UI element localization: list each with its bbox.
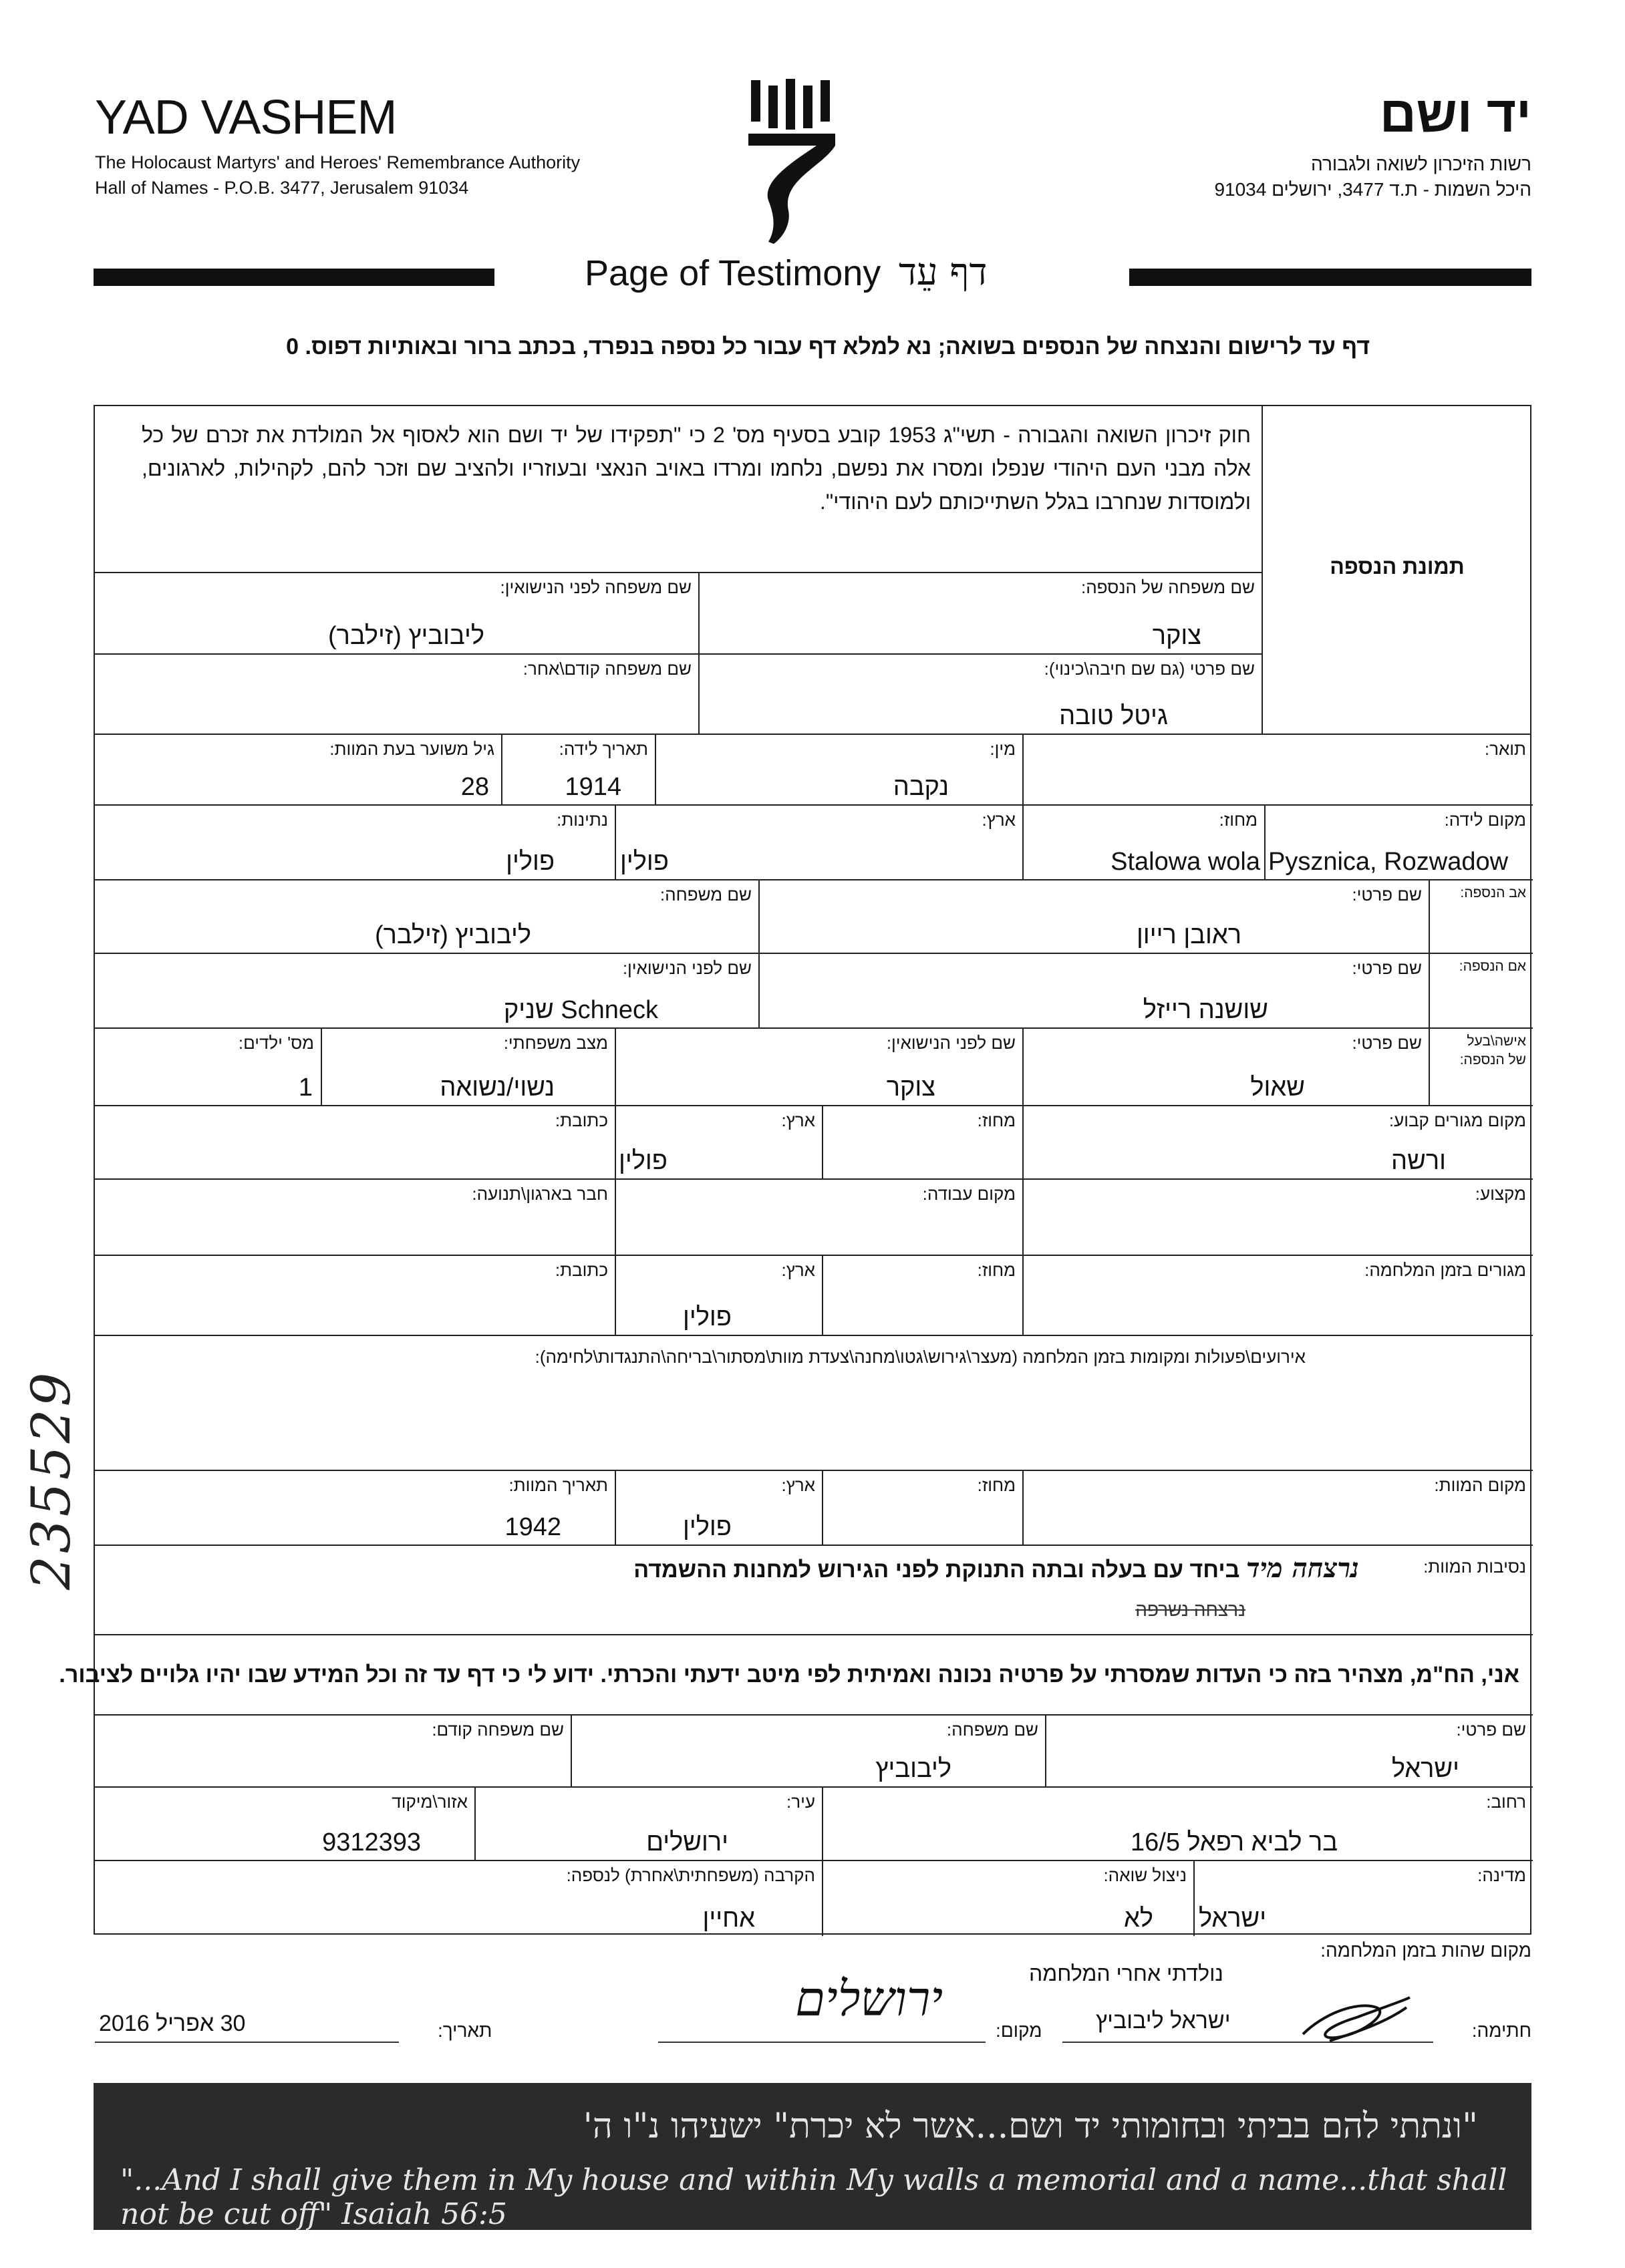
instructions-text: דף עד לרישום והנצחה של הנספים בשואה; נא למלא דף עבור כל נספה בנפרד, בכתב ברור ובאותיות דפוס. — [305, 334, 1370, 359]
previous-surname-label: שם משפחה קודם\אחר: — [523, 659, 692, 679]
spouse-label-2: של הנספה: — [1459, 1052, 1526, 1068]
witness-country-value: ישראל — [1199, 1905, 1267, 1933]
witness-country-field[interactable] — [1195, 1861, 1533, 1936]
title-label: תואר: — [1484, 739, 1526, 759]
mother-first-name-label: שם פרטי: — [1352, 958, 1422, 978]
signature-scribble-icon[interactable] — [1296, 1987, 1417, 2048]
witness-relation-value: אחיין — [702, 1905, 755, 1933]
war-country-field[interactable] — [616, 1256, 823, 1336]
witness-street-value: בר לביא רפאל 16/5 — [1131, 1828, 1338, 1856]
mother-maiden-name-value: Schneck שניק — [503, 996, 658, 1024]
surname-field[interactable] — [700, 573, 1263, 655]
declaration-text: אני, הח"מ, מצהיר בזה כי העדות שמסרתי על פרטיה נכונה ואמיתית לפי מיטב ידעתי והכרתי. ידוע לי כי דף עד זה וכל המידע שבו יהיו גלויים לציבור. — [59, 1662, 1519, 1687]
header-bar-left — [94, 269, 494, 286]
death-place-field[interactable] — [1024, 1471, 1533, 1546]
birth-date-value: 1914 — [565, 773, 621, 801]
war-district-label: מחוז: — [977, 1260, 1016, 1280]
residence-country-field[interactable] — [616, 1106, 823, 1180]
war-residence-field[interactable] — [1024, 1256, 1533, 1336]
war-address-label: כתובת: — [555, 1260, 608, 1280]
witness-street-field[interactable] — [823, 1788, 1533, 1861]
father-field — [1430, 880, 1533, 954]
date-value: 30 אפריל 2016 — [99, 2011, 246, 2036]
death-circumstances-label: נסיבות המוות: — [1423, 1557, 1526, 1577]
father-first-name-field[interactable] — [760, 880, 1430, 954]
signature-name: ישראל ליבוביץ — [1096, 2008, 1231, 2034]
first-name-value: גיטל טובה — [1059, 702, 1168, 730]
father-surname-label: שם משפחה: — [659, 884, 752, 905]
mother-first-name-field[interactable] — [760, 954, 1430, 1029]
age-label: גיל משוער בעת המוות: — [329, 739, 494, 759]
birth-country-label: ארץ: — [982, 810, 1016, 830]
footer-banner — [94, 2083, 1531, 2230]
age-value: 28 — [460, 773, 489, 801]
birth-country-value: פולין — [620, 848, 669, 876]
father-label: אב הנספה: — [1460, 885, 1526, 901]
witness-survivor-value: לא — [1124, 1905, 1153, 1933]
first-name-field[interactable] — [700, 655, 1263, 735]
maiden-name-field[interactable] — [95, 573, 700, 655]
spouse-first-name-label: שם פרטי: — [1352, 1033, 1422, 1053]
first-name-label: שם פרטי (גם שם חיבה\כינוי): — [1044, 659, 1255, 679]
law-text-box — [95, 406, 1263, 573]
circumstances-struck-text: נרצחה נשרפה — [1135, 1599, 1245, 1620]
residence-district-label: מחוז: — [977, 1110, 1016, 1130]
witness-surname-field[interactable] — [572, 1716, 1046, 1788]
birth-country-field[interactable] — [616, 806, 1024, 880]
profession-field[interactable] — [1024, 1180, 1533, 1256]
war-address-field[interactable] — [95, 1256, 616, 1336]
witness-zip-label: אזור\מיקוד — [392, 1792, 468, 1812]
circumstances-handwritten: נרצחה מיד — [1245, 1553, 1359, 1584]
spouse-maiden-name-value: צוקר — [886, 1074, 935, 1102]
place-line — [658, 2042, 986, 2043]
instructions — [200, 334, 1370, 360]
logo-english-subtitle: The Holocaust Martyrs' and Heroes' Remembrance Authority — [95, 152, 581, 172]
death-date-value: 1942 — [504, 1513, 561, 1541]
marital-status-field[interactable] — [322, 1029, 616, 1106]
circumstances-text: ביחד עם בעלה ובתה התנוקת לפני הגירוש למחנות ההשמדה — [633, 1557, 1240, 1583]
witness-city-field[interactable] — [476, 1788, 823, 1861]
war-events-label: אירועים\פעולות ומקומות בזמן המלחמה (מעצר\גירוש\גטו\מחנה\צעדת מוות\מסתור\בריחה\התנגדות\לחימה): — [535, 1347, 1306, 1367]
signature-label: חתימה: — [1471, 2020, 1531, 2041]
maiden-name-label: שם משפחה לפני הנישואין: — [500, 577, 692, 597]
spouse-first-name-field[interactable] — [1024, 1029, 1430, 1106]
testimony-form — [59, 405, 1531, 1935]
organization-label: חבר בארגון\תנועה: — [472, 1184, 608, 1204]
yad-vashem-emblem-icon — [742, 73, 842, 247]
witness-zip-value: 9312393 — [322, 1828, 421, 1856]
page-title-hebrew: דף עֵד — [899, 251, 988, 294]
birth-district-value: Stalowa wola — [1111, 848, 1260, 876]
death-place-label: מקום המוות: — [1434, 1475, 1526, 1495]
residence-country-label: ארץ: — [781, 1110, 815, 1130]
side-handwritten-number: 235529 — [20, 1369, 82, 1590]
witness-first-name-field[interactable] — [1046, 1716, 1533, 1788]
war-residence-label: מגורים בזמן המלחמה: — [1364, 1260, 1526, 1280]
death-district-label: מחוז: — [977, 1475, 1016, 1495]
logo-english-address: Hall of Names - P.O.B. 3477, Jerusalem 91034 — [95, 178, 469, 198]
place-label: מקום: — [996, 2020, 1042, 2041]
gender-value: נקבה — [893, 773, 949, 801]
nationality-value: פולין — [506, 848, 555, 876]
birth-place-label: מקום לידה: — [1444, 810, 1526, 830]
witness-city-value: ירושלים — [646, 1828, 728, 1856]
organization-field[interactable] — [95, 1180, 616, 1256]
birth-date-field[interactable] — [502, 735, 656, 806]
footer-english-quote: "...And I shall give them in My house and within My walls a memorial and a name...that shall not be cut off" Isaiah 56:5 — [120, 2163, 1507, 2231]
death-circumstances-field[interactable] — [95, 1546, 1533, 1635]
spouse-first-name-value: שאול — [1250, 1074, 1305, 1102]
gender-field[interactable] — [656, 735, 1024, 806]
witness-country-label: מדינה: — [1477, 1865, 1526, 1885]
birth-place-value: Pysznica, Rozwadow — [1268, 848, 1509, 876]
death-country-field[interactable] — [616, 1471, 823, 1546]
spouse-field — [1430, 1029, 1533, 1106]
workplace-label: מקום עבודה: — [922, 1184, 1016, 1204]
war-events-field[interactable] — [95, 1336, 1533, 1471]
witness-previous-surname-field[interactable] — [95, 1716, 572, 1788]
witness-relation-label: הקרבה (משפחתית\אחרת) לנספה: — [566, 1865, 815, 1885]
previous-surname-field[interactable] — [95, 655, 700, 735]
workplace-field[interactable] — [616, 1180, 1024, 1256]
photo-label: תמונת הנספה — [1330, 554, 1465, 579]
residence-district-field[interactable] — [823, 1106, 1024, 1180]
children-count-label: מס' ילדים: — [238, 1033, 314, 1053]
spouse-maiden-name-label: שם לפני הנישואין: — [886, 1033, 1016, 1053]
residence-field[interactable] — [1024, 1106, 1533, 1180]
nationality-label: נתינות: — [557, 810, 608, 830]
age-field[interactable] — [95, 735, 502, 806]
witness-first-name-value: ישראל — [1391, 1755, 1459, 1783]
death-date-label: תאריך המוות: — [508, 1475, 608, 1495]
witness-street-label: רחוב: — [1486, 1792, 1526, 1812]
death-country-value: פולין — [683, 1513, 732, 1541]
witness-zip-field[interactable] — [95, 1788, 476, 1861]
children-count-field[interactable] — [95, 1029, 322, 1106]
birth-district-label: מחוז: — [1219, 810, 1258, 830]
residence-address-label: כתובת: — [555, 1110, 608, 1130]
logo-hebrew-address: היכל השמות - ת.ד 3477, ירושלים 91034 — [1214, 179, 1531, 200]
witness-surname-value: ליבוביץ — [875, 1755, 951, 1783]
logo-hebrew-subtitle: רשות הזיכרון לשואה ולגבורה — [1311, 154, 1531, 174]
footer-hebrew-quote: "ונתתי להם בביתי ובחומותי יד ושם...אשר לא יכרת" ישעיהו נ"ו ה' — [583, 2106, 1478, 2146]
witness-survivor-label: ניצול שואה: — [1103, 1865, 1187, 1885]
death-circumstances-value — [633, 1553, 1359, 1584]
witness-first-name-label: שם פרטי: — [1456, 1720, 1526, 1740]
instructions-zero: 0 — [286, 334, 299, 359]
mother-first-name-value: שושנה רייזל — [1143, 996, 1268, 1024]
father-surname-value: ליבוביץ (זילבר) — [374, 921, 531, 949]
mother-field — [1430, 954, 1533, 1029]
children-count-value: 1 — [298, 1074, 313, 1102]
war-place-label: מקום שהות בזמן המלחמה: — [1320, 1940, 1531, 1961]
birth-place-field[interactable] — [1266, 806, 1533, 880]
war-district-field[interactable] — [823, 1256, 1024, 1336]
war-place-value: נולדתי אחרי המלחמה — [1029, 1961, 1223, 1985]
title-field[interactable] — [1024, 735, 1533, 806]
war-country-label: ארץ: — [781, 1260, 815, 1280]
date-line — [95, 2042, 399, 2043]
page-title: Page of Testimony — [585, 253, 881, 293]
war-country-value: פולין — [683, 1303, 732, 1331]
place-value: ירושלים — [795, 1971, 943, 2027]
gender-label: מין: — [990, 739, 1016, 759]
father-first-name-value: ראובן רייון — [1137, 921, 1241, 949]
logo-hebrew-title: יד ושם — [1379, 86, 1531, 143]
residence-address-field[interactable] — [95, 1106, 616, 1180]
maiden-name-value: ליבוביץ (זילבר) — [327, 622, 484, 650]
death-district-field[interactable] — [823, 1471, 1024, 1546]
photo-box — [1263, 406, 1531, 735]
witness-city-label: עיר: — [786, 1792, 815, 1812]
nationality-field[interactable] — [95, 806, 616, 880]
father-first-name-label: שם פרטי: — [1352, 884, 1422, 905]
surname-label: שם משפחה של הנספה: — [1080, 577, 1255, 597]
mother-label: אם הנספה: — [1459, 959, 1526, 974]
mother-maiden-name-field[interactable] — [95, 954, 760, 1029]
profession-label: מקצוע: — [1475, 1184, 1526, 1204]
spouse-maiden-name-field[interactable] — [616, 1029, 1024, 1106]
law-text: חוק זיכרון השואה והגבורה - תשי"ג 1953 קובע בסעיף מס' 2 כי "תפקידו של יד ושם הוא לאסוף אל המולדת את זכרם של כל אלה מבני העם היהודי שנפלו ומסרו את נפשם, נלחמו ומרדו באויב הנאצי ובעוזריו ולהציב שם וזכר להם, לקהילות, לארגונים, ולמוסדות שנחרבו בגלל השתייכותם לעם היהודי". — [142, 423, 1251, 514]
spouse-label-1: אישה\בעל — [1467, 1033, 1526, 1049]
witness-surname-label: שם משפחה: — [946, 1720, 1038, 1740]
death-date-field[interactable] — [95, 1471, 616, 1546]
surname-value: צוקר — [1152, 622, 1201, 650]
death-country-label: ארץ: — [781, 1475, 815, 1495]
residence-value: ורשה — [1391, 1147, 1446, 1175]
marital-status-value: נשוי/נשואה — [440, 1074, 555, 1102]
mother-maiden-name-label: שם לפני הנישואין: — [622, 958, 752, 978]
logo-english-title: YAD VASHEM — [95, 91, 397, 144]
residence-country-value: פולין — [619, 1147, 668, 1175]
father-surname-field[interactable] — [95, 880, 760, 954]
witness-relation-field[interactable] — [95, 1861, 823, 1936]
header-bar-right — [1129, 269, 1531, 286]
declaration-box — [59, 1635, 1533, 1716]
witness-survivor-field[interactable] — [823, 1861, 1195, 1936]
witness-previous-surname-label: שם משפחה קודם: — [432, 1720, 564, 1740]
date-label: תאריך: — [438, 2020, 492, 2041]
birth-date-label: תאריך לידה: — [559, 739, 648, 759]
birth-district-field[interactable] — [1024, 806, 1266, 880]
residence-label: מקום מגורים קבוע: — [1388, 1110, 1526, 1130]
marital-status-label: מצב משפחתי: — [503, 1033, 608, 1053]
